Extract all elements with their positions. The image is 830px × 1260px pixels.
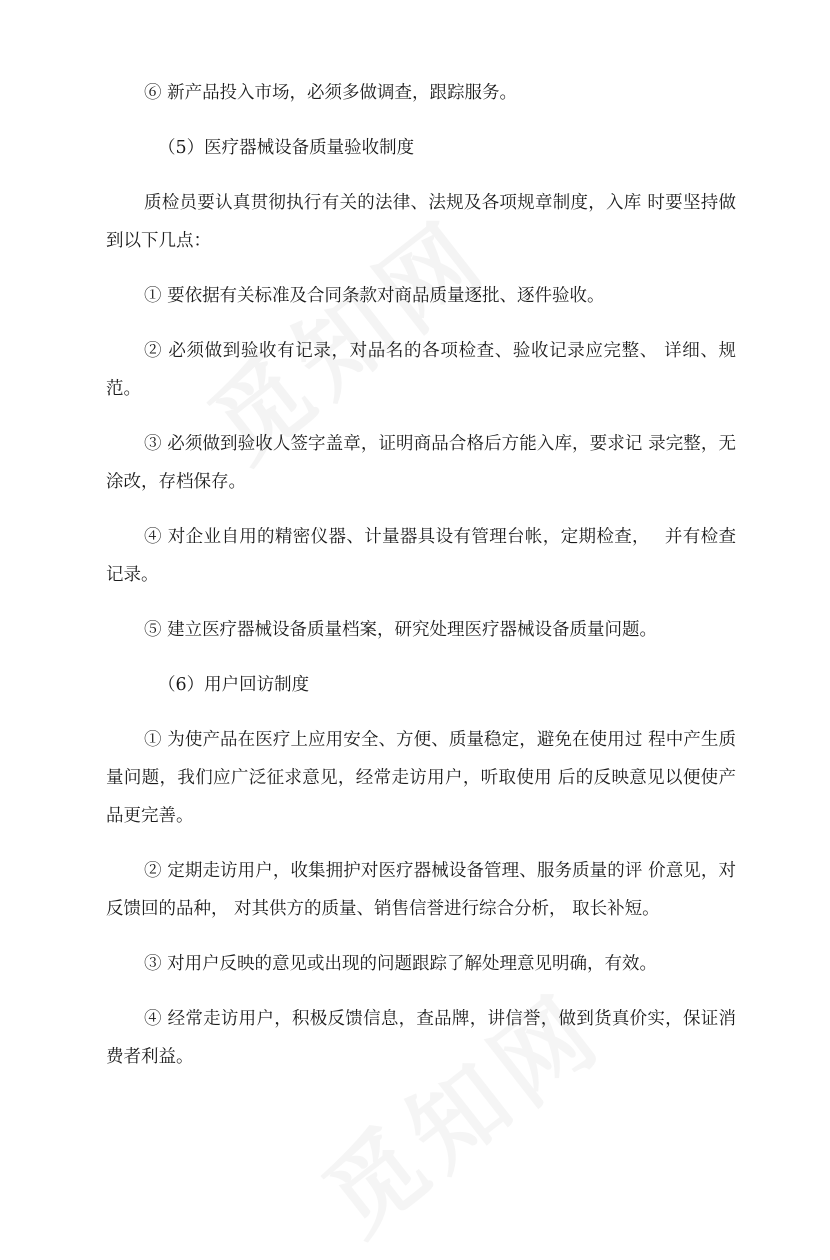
list-item-3: ③ 必须做到验收人签字盖章，证明商品合格后方能入库，要求记 录完整，无涂改，存档保存。 — [106, 434, 736, 492]
item-6-new-product: ⑥ 新产品投入市场，必须多做调查，跟踪服务。 — [144, 83, 518, 103]
list-item-2: ② 必须做到验收有记录，对品名的各项检查、验收记录应完整、 详细、规范。 — [106, 341, 736, 399]
document-body — [106, 74, 736, 1093]
section-heading-5: （5）医疗器械设备质量验收制度 — [158, 138, 415, 158]
visit-item-1: ① 为使产品在医疗上应用安全、方便、质量稳定，避免在使用过 程中产生质量问题，我们应广泛征求意见，经常走访用户，听取使用 后的反映意见以便使产品更完善。 — [106, 730, 736, 826]
visit-item-4: ④ 经常走访用户，积极反馈信息，查品牌，讲信誉，做到货真价实，保证消费者利益。 — [106, 1009, 736, 1067]
visit-item-3: ③ 对用户反映的意见或出现的问题跟踪了解处理意见明确，有效。 — [144, 954, 658, 974]
paragraph-inspector-duties: 质检员要认真贯彻执行有关的法律、法规及各项规章制度，入库 时要坚持做到以下几点： — [106, 193, 736, 251]
section-heading-6: （6）用户回访制度 — [158, 675, 310, 695]
list-item-4: ④ 对企业自用的精密仪器、计量器具设有管理台帐，定期检查， 并有检查记录。 — [106, 527, 736, 585]
visit-item-2: ② 定期走访用户，收集拥护对医疗器械设备管理、服务质量的评 价意见，对反馈回的品种， 对其供方的质量、销售信誉进行综合分析， 取长补短。 — [106, 861, 736, 919]
list-item-5: ⑤ 建立医疗器械设备质量档案，研究处理医疗器械设备质量问题。 — [144, 620, 658, 640]
list-item-1: ① 要依据有关标准及合同条款对商品质量逐批、逐件验收。 — [144, 286, 605, 306]
